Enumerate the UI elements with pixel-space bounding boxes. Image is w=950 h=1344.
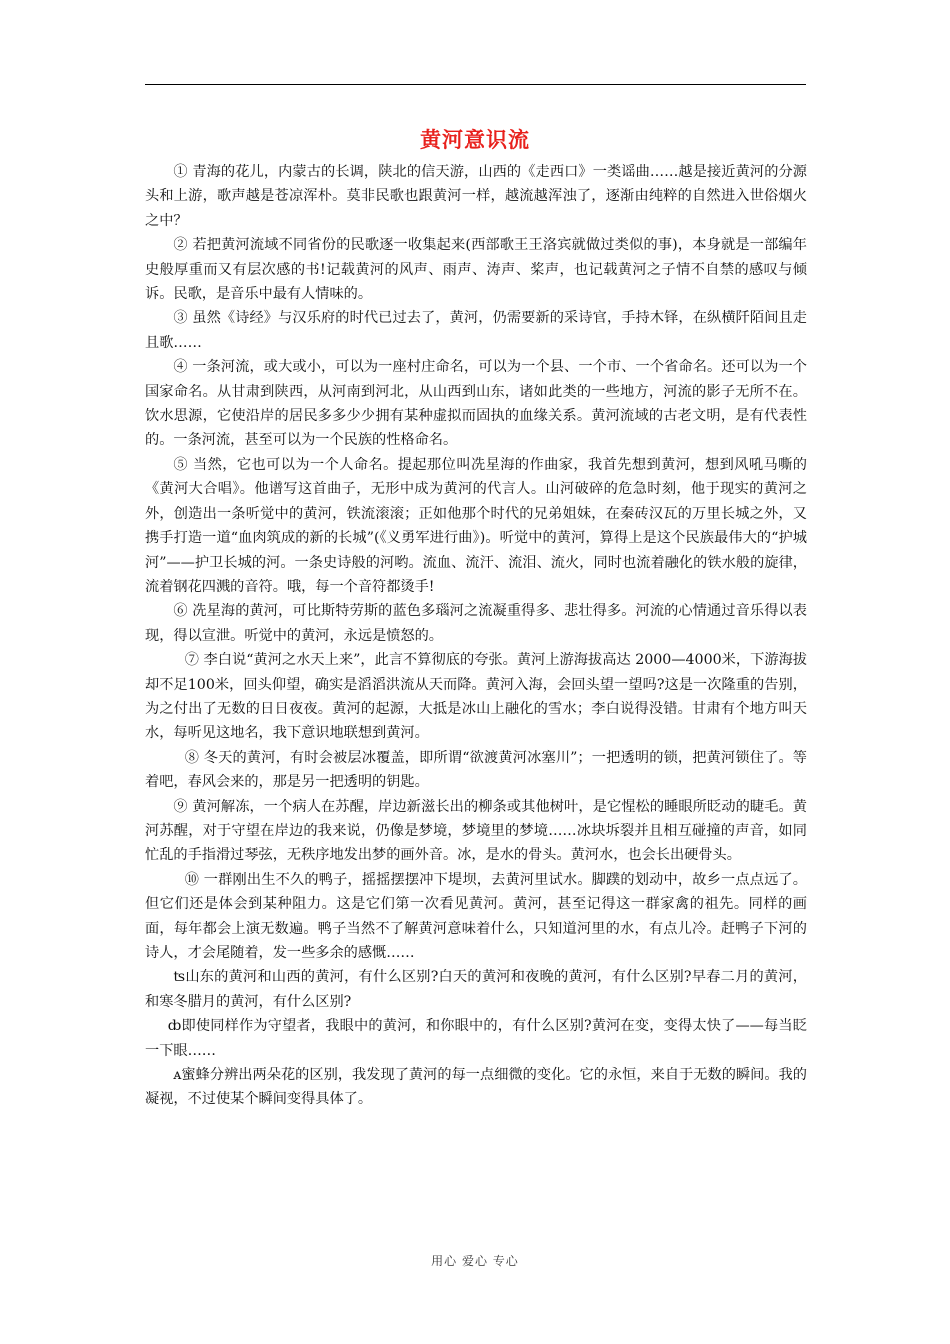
paragraph-1: ① 青海的花儿，内蒙古的长调，陕北的信天游，山西的《走西口》一类谣曲……越是接近黄河的分源头和上游，歌声越是苍凉浑朴。莫非民歌也跟黄河一样，越流越浑浊了，逐渐由纯粹的自然进入世俗烟火之中？	[145, 164, 807, 229]
paragraph-2: ② 若把黄河流域不同省份的民歌逐一收集起来(西部歌王王洛宾就做过类似的事)，本身就是一部编年史般厚重而又有层次感的书!记载黄河的风声、雨声、涛声、桨声，也记载黄河之子情不自禁的感叹与倾诉。民歌，是音乐中最有人情味的。	[145, 237, 807, 303]
header-rule	[145, 84, 806, 85]
paragraph-5: ⑤ 当然，它也可以为一个人命名。提起那位叫冼星海的作曲家，我首先想到黄河，想到风吼马嘶的《黄河大合唱》。他谱写这首曲子，无形中成为黄河的代言人。山河破碎的危急时刻，他于现实的黄河之外，创造出一条听觉中的黄河，铁流滚滚；正如他那个时代的兄弟姐妹，在秦砖汉瓦的万里长城之外，又携手打造一道“血肉筑成的新的长城”(《义勇军进行曲》)。听觉中的黄河，算得上是这个民族最伟大的“护城河”——护卫长城的河。一条史诗般的河哟。流血、流汗、流泪、流火，同时也流着融化的铁水般的旋律，流着钢花四溅的音符。哦，每一个音符都烫手!	[145, 456, 807, 595]
paragraph-9: ⑨ 黄河解冻，一个病人在苏醒，岸边新滋长出的柳条或其他树叶，是它惺松的睡眼所眨动的睫毛。黄河苏醒，对于守望在岸边的我来说，仍像是梦境，梦境里的梦境……冰块坼裂并且相互碰撞的声音，如同忙乱的手指滑过琴弦，无秩序地发出梦的画外音。冰，是水的骨头。黄河水，也会长出硬骨头。	[145, 798, 807, 864]
paragraph-13: ᴀ蜜蜂分辨出两朵花的区别，我发现了黄河的每一点细微的变化。它的永恒，来自于无数的瞬间。我的凝视，不过使某个瞬间变得具体了。	[145, 1067, 807, 1108]
paragraph-3: ③ 虽然《诗经》与汉乐府的时代已过去了，黄河，仍需要新的采诗官，手持木铎，在纵横阡陌间且走且歌……	[145, 310, 807, 351]
paragraph-8: ⑧ 冬天的黄河，有时会被层冰覆盖，即所谓“欲渡黄河冰塞川”；一把透明的锁，把黄河锁住了。等着吧，春风会来的，那是另一把透明的钥匙。	[145, 749, 807, 791]
paragraph-11: ʦ山东的黄河和山西的黄河，有什么区别?白天的黄河和夜晚的黄河，有什么区别?早春二月的黄河，和寒冬腊月的黄河，有什么区别?	[145, 969, 807, 1010]
document-title: 黄河意识流	[420, 127, 530, 152]
paragraph-4: ④ 一条河流，或大或小，可以为一座村庄命名，可以为一个县、一个市、一个省命名。还可以为一个国家命名。从甘肃到陕西，从河南到河北，从山西到山东，诸如此类的一些地方，河流的影子无所不在。饮水思源，它使沿岸的居民多多少少拥有某种虚拟而固执的血缘关系。黄河流域的古老文明，是有代表性的。一条河流，甚至可以为一个民族的性格命名。	[145, 359, 807, 449]
paragraph-7: ⑦ 李白说“黄河之水天上来”，此言不算彻底的夸张。黄河上游海拔高达 2000—4000米，下游海拔却不足100米，回头仰望，确实是滔滔洪流从天而降。黄河入海，会回头望一望吗?这是一次隆重的告别，为之付出了无数的日日夜夜。黄河的起源，大抵是冰山上融化的雪水；李白说得没错。甘肃有个地方叫天水，每听见这地名，我下意识地联想到黄河。	[145, 652, 807, 742]
paragraph-10: ⑩ 一群刚出生不久的鸭子，摇摇摆摆冲下堤坝，去黄河里试水。脚蹼的划动中，故乡一点点远了。但它们还是体会到某种阻力。这是它们第一次看见黄河。黄河，甚至记得这一群家禽的祖先。同样的画面，每年都会上演无数遍。鸭子当然不了解黄河意味着什么，只知道河里的水，有点儿冷。赶鸭子下河的诗人，才会尾随着，发一些多余的感慨……	[145, 871, 807, 961]
page-footer: 用心 爱心 专心	[431, 1254, 519, 1268]
paragraph-12: ȸ即使同样作为守望者，我眼中的黄河，和你眼中的，有什么区别?黄河在变，变得太快了——每当眨一下眼……	[145, 1018, 807, 1059]
paragraph-6: ⑥ 冼星海的黄河，可比斯特劳斯的蓝色多瑙河之流凝重得多、悲壮得多。河流的心情通过音乐得以表现，得以宣泄。听觉中的黄河，永远是愤怒的。	[145, 603, 807, 644]
document-body	[145, 160, 807, 1112]
